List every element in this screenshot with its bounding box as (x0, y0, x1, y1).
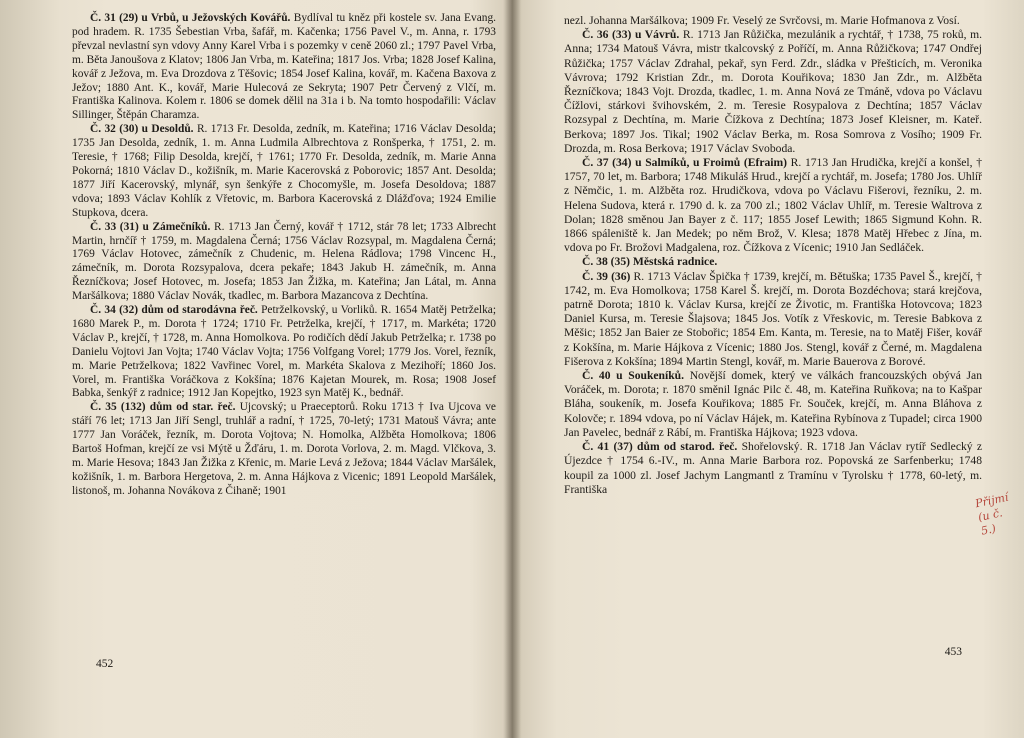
entry-text: Petrželkovský, u Vorliků. R. 1654 Matěj Petrželka; 1680 Marek P., m. Dorota † 1724; 1710 Fr. Petrželka, krejčí, † 1717, m. Markéta; 1720 Václav P., krejčí, † 1728, m. Anna Homolkova. Po rodičích dědí Jakub Petrželka; r. 1738 po Danielu Vojtovi Jan Vojta; 1740 Václav Vojta; 1756 Volfgang Vorel; 1779 Jos. Vorel, řezník, m. Marie Petrželkova; 1822 Vavřinec Vorel, m. Markéta Skalova z Mezihoří; 1860 Jos. Vorel, m. Františka Voráčkova z Kokšína; 1876 Kajetan Mourek, m. Rosa; 1908 Josef Babka, šenkýř z radnice; 1912 Jan Kopejtko, 1923 syn Matěj K., bednář. (72, 304, 497, 400)
page-number-left: 452 (96, 658, 114, 670)
entry-31 (72, 12, 496, 123)
entry-heading: Č. 39 (36) (582, 269, 631, 283)
entry-37 (564, 156, 982, 255)
entry-34 (72, 304, 496, 401)
entry-heading: Č. 33 (31) u Zámečníků. (90, 220, 211, 233)
entry-38 (564, 255, 982, 269)
entry-text: nezl. Johanna Maršálkova; 1909 Fr. Veselý ze Svrčovsi, m. Marie Hofmanova z Vosí. (564, 14, 960, 27)
entry-heading: Č. 32 (30) u Desoldů. (90, 123, 194, 136)
entry-text: R. 1713 Václav Špička † 1739, krejčí, m. Bětuška; 1735 Pavel Š., krejčí, † 1742, m. Eva Homolkova; 1758 Karel Š. krejčí, m. Dorota Bozdéchova; stará krejčova, patrně Dorota; 1810 k. Václav Kursa, krejčí ze Životic, m. Františka Hotovcova; 1823 Daniel Kursa, m. Teresie Šlajsova; 1845 Jos. Votík z Vřeskovic, m. Teresie Babkova z Měšic; 1852 Jan Baier ze Stobořic; 1854 Em. Kanta, m. Teresie, na to Matěj Fišer, kovář z Kokšína, m. Marie Hájkova z Vícenic; 1880 Jos. Stengl, kovář z Černé, m. Magdalena Fišerova z Kokšína; 1894 Martin Stengl, kovář, m. Marie Bauerova z Borové. (564, 269, 982, 368)
handwritten-margin-note: Přijmí (u č. 5.) (974, 490, 1010, 538)
entry-35 (72, 401, 496, 498)
right-page-text (564, 14, 982, 497)
entry-heading: Č. 37 (34) u Salmíků, u Froimů (Efraim) (582, 156, 788, 170)
page-number-right: 453 (944, 646, 962, 658)
entry-35-continued (564, 14, 982, 28)
entry-36 (564, 28, 982, 156)
entry-text: R. 1713 Jan Hrudička, krejčí a konšel, † 1757, 70 let, m. Barbora; 1748 Mikuláš Hrud., krejčí a rychtář, m. Josefa; 1780 Jos. Uhlíř z Němčic, 1. m. Alžběta roz. Hrudičkova, vdova po Václavu Fišerovi, řezníku, 2. m. Helena Sudova, která r. 1790 d. k. za 700 zl.; 1802 Václav Uhlíř, m. Teresie Waltrova z Dolan; 1828 směnou Jan Bayer z č. 117; 1855 Josef Lewith; 1865 Sigmund Kohn. R. 1866 spáleniště k. Jan Medek; po něm Brož, V. Klesa; 1878 Matěj Hřebec z Jína, m. vdova po Fr. Brožovi Madgalena, roz. Čížkova z Vícenic; 1910 Jan Sedláček. (564, 156, 982, 255)
entry-heading: Č. 34 (32) dům od starodávna řeč. (90, 304, 258, 317)
entry-text: Shořelovský. R. 1718 Jan Václav rytíř Sedlecký z Újezdce † 1754 6.-IV., m. Anna Marie Barbora roz. Popovská ze Sarfenberku; 1748 koupil za 1000 zl. Josef Jachym Langmantl z Tramínu v Tyrolsku † 1778, 60-letý, m. Františka (564, 440, 982, 496)
entry-text: R. 1713 Jan Černý, kovář † 1712, stár 78 let; 1733 Albrecht Martin, hrnčíř † 1759, m. Magdalena Černá; 1756 Václav Rozsypal, m. Magdalena Černá; 1769 Václav Hotovec, zámečník z Chudenic, m. Helena Rádlova; 1798 Vincenc H., zámečník, m. Dorota Rozsypalova, dcera pekaře; 1843 Jakub H. zámečník, m. Anna Řezníčkova; Josef Hotovec, m. Josefa; 1853 Jan Žižka, m. Kateřina; Jan Látal, m. Anna Maršálkova; 1880 Václav Novák, tkadlec, m. Barbora Mazancova z Dechtína. (72, 220, 496, 303)
right-page (512, 0, 1024, 738)
entry-text: R. 1713 Jan Růžička, mezulánik a rychtář, † 1738, 75 roků, m. Anna; 1734 Matouš Vávra, mistr tkalcovský z Poříčí, m. Anna Růžičkova; 1747 Ondřej Růžička; 1757 Václav Zdrahal, pekař, syn Ferd. Zdr., sládka v Přešticích, m. Veronika Vávrova; 1792 Kristian Zdr., m. Dorota Kouřikova; 1830 Jan Zdr., m. Alžběta Řezníčkova; 1843 Vojt. Drozda, tkadlec, 1. m. Anna Nová ze Tmáně, vdova po Václavu Čížlovi, stárkovi švihovském, 2. m. Teresie Rosypalova z Dechtína; 1857 Václav Rozsypal z Dechtína, m. Marie Čížkova z Dechtína; 1873 Josef Kleisner, m. Kateř. Berkova; 1897 Jos. Tikal; 1902 Václav Berka, m. Rosa Somrova z Vosího; 1909 Fr. Drozda, m. Rosa Berkova; 1917 Václav Svoboda. (564, 28, 982, 155)
entry-40 (564, 369, 982, 440)
entry-heading: Č. 40 u Soukeníků. (582, 369, 685, 383)
entry-41 (564, 440, 982, 497)
entry-32 (72, 123, 496, 220)
left-page-text (72, 12, 496, 499)
entry-heading: Č. 35 (132) dům od star. řeč. (90, 401, 236, 414)
entry-text: Bydlíval tu kněz při kostele sv. Jana Evang. pod hradem. R. 1735 Šebestian Vrba, šafář, m. Kačenka; 1756 Pavel V., m. Anna, r. 1793 převzal nevlastní syn vdovy Anny Karel Vrba i s pozemky v ceně 2060 zl.; 1797 Pavel Vrba, m. Běta Janoušova z Klatov; 1806 Jan Vrba, m. Kateřina; 1817 Jos. Vrba; 1828 Josef Kalina, kovář z Ježova, m. Eva Drozdova z Těšovic; 1854 Josef Kalina, kovář, m. Kačena Baxova z Ježov; 1880 Ant. K., kovář, Marie Hulecová ze Sekryta; 1907 Petr Červený z Vlčí, m. Františka Kalinova. Kolem r. 1806 se domek dělil na 31a i b. Na tomto hospodařili: Václav Sillinger, Štěpán Charamza. (72, 12, 496, 122)
entry-heading: Č. 41 (37) dům od starod. řeč. (582, 440, 738, 454)
entry-text: Ujcovský; u Praeceptorů. Roku 1713 † Iva Ujcova ve stáří 76 let; 1713 Jan Jiří Sengl, truhlář a radní, † 1725, 70-letý; 1731 Matouš Vávra; ante 1777 Jan Voráček, řezník, m. Dorota Vojtova; N. Homolka, Alžběta Homolkova; 1806 Bartoš Hofman, krejčí ze vsi Mýtě u Žďáru, 1. m. Dorota Vorlova, 2. m. Magd. Vlčkova, 3. m. Marie Hesova; 1843 Jan Žižka z Křenic, m. Marie Levá z Ježova; 1844 Václav Maršálek, kožišník, 1. m. Barbora Hergetova, 2. m. Anna Hájkova z Vicenic; 1891 Leopold Maršálek, listonoš, m. Johanna Novákova z Čihaně; 1901 (72, 401, 496, 497)
entry-33 (72, 221, 496, 304)
entry-heading: Č. 38 (35) Městská radnice. (582, 255, 718, 269)
entry-heading: Č. 36 (33) u Vávrů. (582, 28, 680, 42)
entry-text: R. 1713 Fr. Desolda, zedník, m. Kateřina; 1716 Václav Desolda; 1735 Jan Desolda, zedník, 1. m. Anna Ludmila Albrechtova z Ronšperka, † 1751, 2. m. Teresie, † 1768; Filip Desolda, krejčí, † 1761; 1770 Fr. Desolda, zedník, m. Marie Anna Pokorná; 1810 Václav D., kožišník, m. Marie Kacerovská z Poborovic; 1857 Ant. Desolda; 1877 Jiří Kacerovský, mlynář, syn šenkýře z Chocomyšle, m. Josefa Desoldova; 1887 vdova; 1893 Václav Kohlík z Vřetovic, m. Barbora Kacerovská z Dlážďova; 1924 Emilie Stupkova, dcera. (72, 123, 496, 219)
book-gutter (503, 0, 521, 738)
entry-39 (564, 270, 982, 369)
entry-heading: Č. 31 (29) u Vrbů, u Ježovských Kovářů. (90, 12, 291, 24)
entry-text: Novější domek, který ve válkách francouzských obývá Jan Voráček, m. Dorota; r. 1870 směnil Ignác Pilc č. 48, m. Kateřina Ruňkova; na to Kašpar Bláha, soukeník, m. Josefa Kouřikova; 1885 Fr. Souček, krejčí, m. Anna Bláhova z Kolovče; r. 1894 vdova, po ní Václav Hájek, m. Kateřina Rybínova z Tupadel; circa 1900 Jan Pavelec, bednář z Rábí, m. Františka Hájkova; 1923 vdova. (564, 369, 982, 439)
